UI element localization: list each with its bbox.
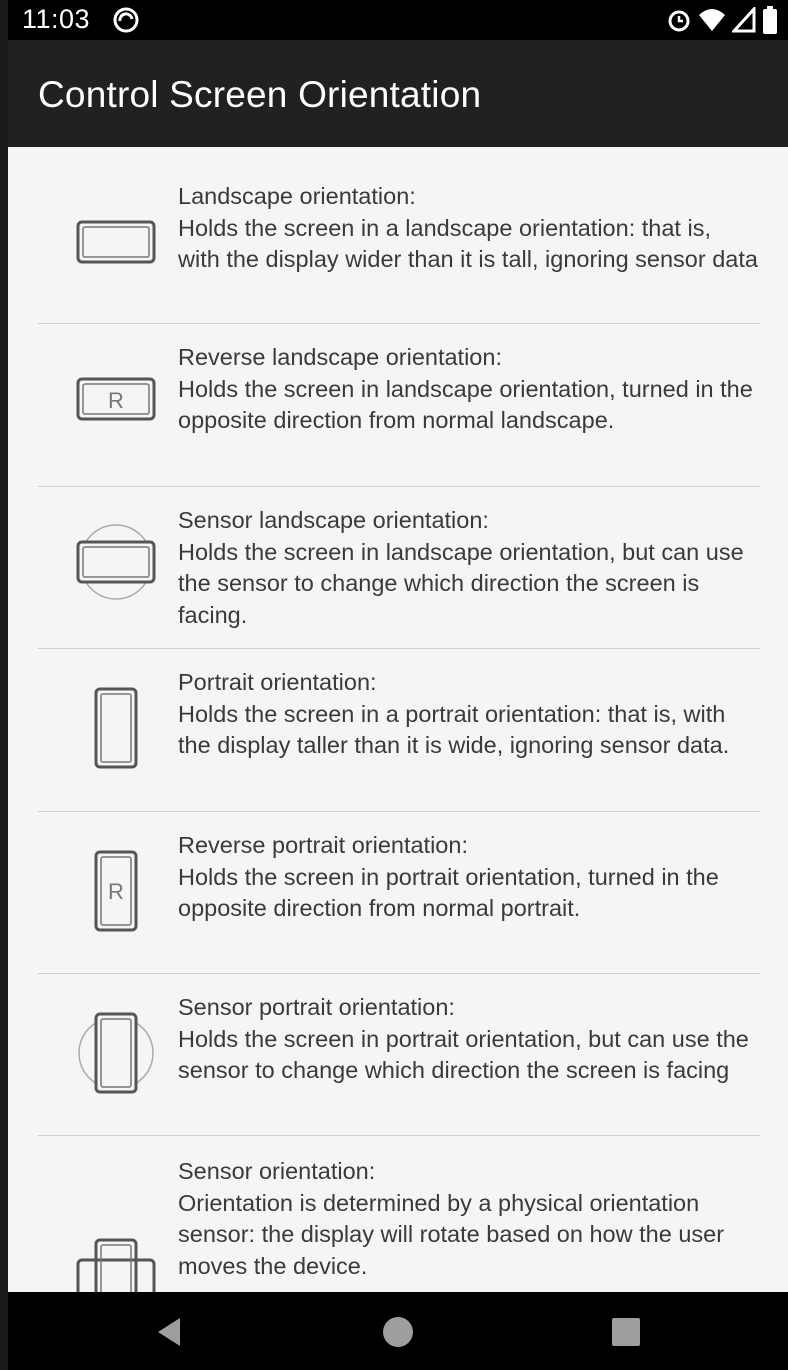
sensor-orientation-icon bbox=[76, 1236, 156, 1292]
sensor-portrait-icon bbox=[76, 1008, 156, 1098]
sensor-landscape-icon bbox=[76, 517, 156, 607]
item-title: Portrait orientation: bbox=[178, 669, 377, 695]
back-icon[interactable] bbox=[150, 1312, 190, 1352]
list-item-sensor-portrait[interactable] bbox=[38, 974, 760, 1136]
navigation-bar bbox=[8, 1292, 788, 1370]
list-item-landscape[interactable] bbox=[38, 147, 760, 324]
reverse-portrait-icon bbox=[76, 848, 156, 938]
item-title: Sensor portrait orientation: bbox=[178, 994, 455, 1020]
item-description: Holds the screen in portrait orientation, but can use the sensor to change which direction the screen is facing bbox=[178, 1025, 749, 1083]
wifi-icon bbox=[698, 7, 726, 33]
item-description: Holds the screen in landscape orientation, but can use the sensor to change which direction the screen is facing. bbox=[178, 538, 744, 628]
list-item-reverse-portrait[interactable] bbox=[38, 812, 760, 974]
recents-icon[interactable] bbox=[606, 1312, 646, 1352]
signal-icon bbox=[732, 7, 756, 33]
landscape-icon bbox=[76, 197, 156, 287]
list-item-reverse-landscape[interactable] bbox=[38, 324, 760, 487]
status-icons bbox=[666, 6, 778, 34]
list-item-portrait[interactable] bbox=[38, 649, 760, 812]
status-time: 11:03 bbox=[22, 4, 91, 34]
item-description: Holds the screen in landscape orientation, turned in the opposite direction from normal landscape. bbox=[178, 375, 753, 433]
item-title: Reverse portrait orientation: bbox=[178, 832, 468, 858]
battery-icon bbox=[762, 6, 778, 34]
item-description: Holds the screen in portrait orientation, turned in the opposite direction from normal portrait. bbox=[178, 863, 719, 921]
item-description: Holds the screen in a landscape orientation: that is, with the display wider than it is tall, ignoring sensor data bbox=[178, 214, 758, 272]
item-title: Sensor orientation: bbox=[178, 1158, 376, 1184]
app-notification-icon bbox=[112, 6, 140, 34]
app-bar bbox=[8, 40, 788, 147]
svg-text:R: R bbox=[108, 388, 124, 413]
item-title: Landscape orientation: bbox=[178, 183, 416, 209]
item-title: Sensor landscape orientation: bbox=[178, 507, 489, 533]
list-item-sensor[interactable] bbox=[38, 1136, 760, 1292]
list-item-sensor-landscape[interactable] bbox=[38, 487, 760, 649]
portrait-icon bbox=[76, 685, 156, 775]
svg-text:R: R bbox=[108, 879, 124, 904]
orientation-list bbox=[8, 147, 788, 1292]
page-title: Control Screen Orientation bbox=[38, 74, 482, 115]
home-icon[interactable] bbox=[378, 1312, 418, 1352]
status-bar bbox=[8, 0, 788, 40]
alarm-icon bbox=[666, 7, 692, 33]
device-screen bbox=[8, 0, 788, 1370]
item-description: Holds the screen in a portrait orientation: that is, with the display taller than it is wide, ignoring sensor data. bbox=[178, 700, 730, 758]
reverse-landscape-icon bbox=[76, 354, 156, 444]
item-title: Reverse landscape orientation: bbox=[178, 344, 502, 370]
item-description: Orientation is determined by a physical orientation sensor: the display will rotate based on how the user moves the device. bbox=[178, 1189, 725, 1279]
